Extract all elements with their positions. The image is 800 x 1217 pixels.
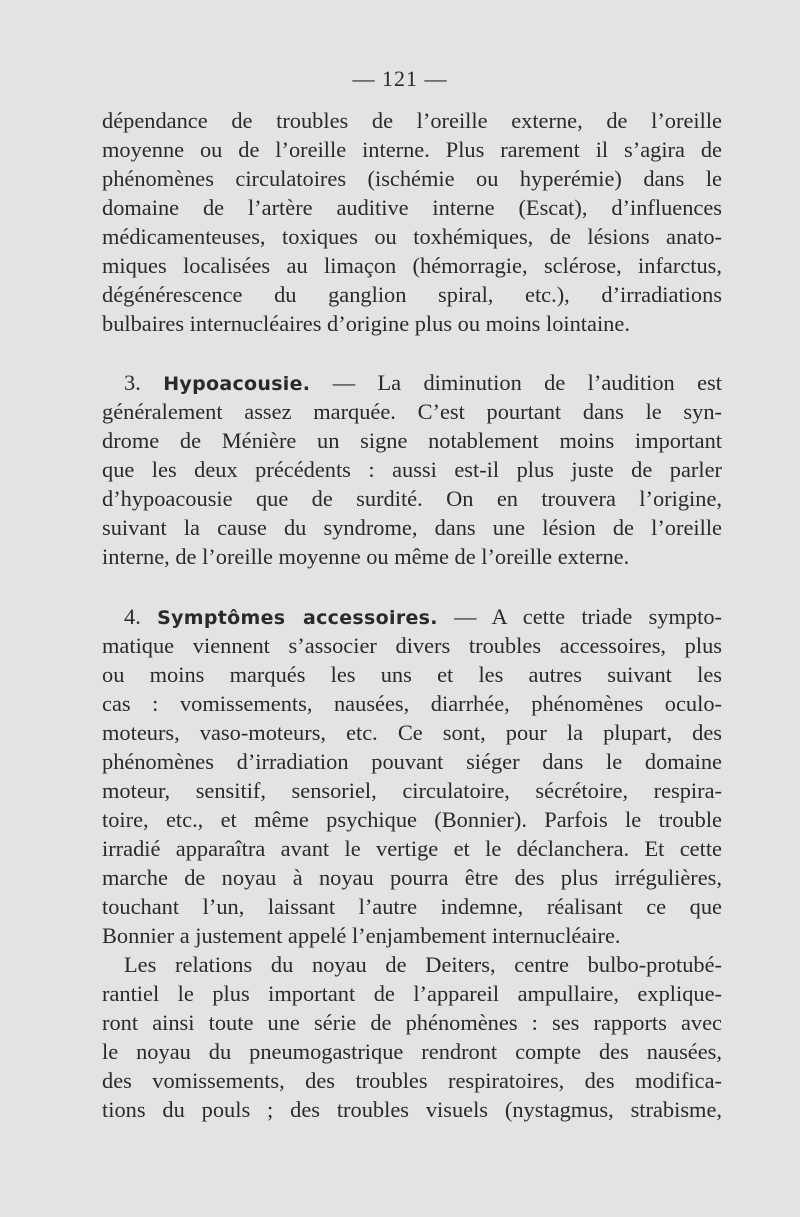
text-line: Les relations du noyau de Deiters, centre bulbo-protubé-: [124, 952, 722, 977]
text-line: cas : vomissements, nausées, diarrhée, phénomènes oculo-: [102, 691, 722, 716]
text-line: tions du pouls ; des troubles visuels (nystagmus, strabisme,: [102, 1097, 722, 1122]
section-heading: Hypoacousie.: [163, 373, 311, 395]
text-line: toire, etc., et même psychique (Bonnier). Parfois le trouble: [102, 807, 722, 832]
text-line: ou moins marqués les uns et les autres suivant les: [102, 662, 722, 687]
text-line: le noyau du pneumogastrique rendront compte des nausées,: [102, 1039, 722, 1064]
text-line: moyenne ou de l’oreille interne. Plus rarement il s’agira de: [102, 137, 722, 162]
text-line: irradié apparaîtra avant le vertige et le déclanchera. Et cette: [102, 836, 722, 861]
section-first-line-text: — A cette triade sympto-: [454, 604, 722, 629]
section-symptomes-accessoires: [102, 602, 722, 950]
text-line: moteur, sensitif, sensoriel, circulatoire, sécrétoire, respira-: [102, 778, 722, 803]
text-line: médicamenteuses, toxiques ou toxhémiques, de lésions anato-: [102, 224, 722, 249]
text-line: dégénérescence du ganglion spiral, etc.), d’irradiations: [102, 282, 722, 307]
section-first-line: [102, 602, 722, 631]
text-line: dépendance de troubles de l’oreille externe, de l’oreille: [102, 108, 722, 133]
page-number: — 121 —: [352, 66, 448, 91]
section-first-line-text: — La diminution de l’audition est: [332, 370, 722, 395]
text-line: rantiel le plus important de l’appareil ampullaire, explique-: [102, 981, 722, 1006]
section-hypoacousie: [102, 368, 722, 571]
text-line: Bonnier a justement appelé l’enjambement internucléaire.: [102, 923, 621, 948]
text-line: bulbaires internucléaires d’origine plus ou moins lointaine.: [102, 311, 630, 336]
section-first-line: [102, 368, 722, 397]
text-line: ront ainsi toute une série de phénomènes : ses rapports avec: [102, 1010, 722, 1035]
section-number: 3.: [124, 370, 141, 395]
text-line: matique viennent s’associer divers troubles accessoires, plus: [102, 633, 722, 658]
text-line: drome de Ménière un signe notablement moins important: [102, 428, 722, 453]
text-line: d’hypoacousie que de surdité. On en trouvera l’origine,: [102, 486, 722, 511]
section-heading: Symptômes accessoires.: [157, 607, 438, 629]
text-line: interne, de l’oreille moyenne ou même de l’oreille externe.: [102, 544, 630, 569]
text-line: généralement assez marquée. C’est pourtant dans le syn-: [102, 399, 722, 424]
section-number: 4.: [124, 604, 141, 629]
text-line: touchant l’un, laissant l’autre indemne, réalisant ce que: [102, 894, 722, 919]
text-line: que les deux précédents : aussi est-il plus juste de parler: [102, 457, 722, 482]
text-line: suivant la cause du syndrome, dans une lésion de l’oreille: [102, 515, 722, 540]
text-line: domaine de l’artère auditive interne (Escat), d’influences: [102, 195, 722, 220]
paragraph-continuation: [102, 106, 722, 338]
text-line: miques localisées au limaçon (hémorragie, sclérose, infarctus,: [102, 253, 722, 278]
text-line: marche de noyau à noyau pourra être des plus irrégulières,: [102, 865, 722, 890]
paragraph-noyau-deiters: [102, 950, 722, 1124]
text-line: phénomènes d’irradiation pouvant siéger dans le domaine: [102, 749, 722, 774]
text-line: phénomènes circulatoires (ischémie ou hyperémie) dans le: [102, 166, 722, 191]
text-line: des vomissements, des troubles respiratoires, des modifica-: [102, 1068, 722, 1093]
text-line: moteurs, vaso-moteurs, etc. Ce sont, pour la plupart, des: [102, 720, 722, 745]
